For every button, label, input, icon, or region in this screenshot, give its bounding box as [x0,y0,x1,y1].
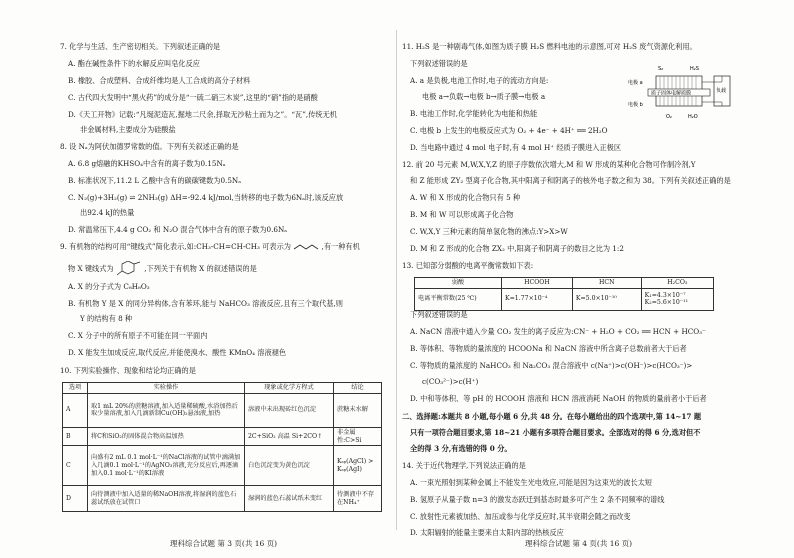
h2o-label: H₂O [688,114,698,120]
q9-option-b-cont: Y 的结构有 8 种 [80,314,133,323]
fuel-cell-diagram [626,62,734,128]
table-header: HCN [572,278,641,289]
table-row [63,393,382,427]
table-row [415,288,714,310]
q13-option-a: A. NaCN 溶液中通入少量 CO₂ 发生的离子反应为:CN⁻ + H₂O + CO₂ ══ HCN + HCO₃⁻ [410,327,706,336]
table-row [63,427,382,446]
q9-stem-line1 [60,242,360,251]
q12-stem: 12. 前 20 号元素 M,W,X,Y,Z 的原子序数依次增大,M 和 W 形成的某种化合物可作制冷剂,Y [402,160,696,169]
q14-option-b: B. 氢原子从量子数 n=3 的激发态跃迁到基态时最多可产生 2 条不同频率的谱线 [410,495,665,504]
table-cell: 非金属性:C>Si [334,427,382,446]
table-cell: 将C和SiO₂的固体混合物高温加热 [88,427,245,446]
q10-stem: 10. 下列实验操作、现象和结论均正确的是 [60,366,196,375]
q7-option-d-cont: 非金属材料,主要成分为硅酸盐 [80,125,176,134]
s2-label: S₂ [658,66,664,72]
q7-option-c: C. 古代四大发明中“黑火药”的成分是“一硫二硝三木炭”,这里的“硝”指的是硝酸 [68,93,318,102]
q11-option-b: B. 电池工作时,化学能转化为电能和热能 [410,109,538,118]
table-cell: Kₛₚ(AgCl) > Kₛₚ(AgI) [334,446,382,486]
q9-stem-text1b: ,有一种有机 [321,242,360,251]
q8-option-b: B. 标准状况下,11.2 L 乙酸中含有的碳碳键数为0.5Nₐ [68,176,241,185]
o2-label: O₂ [666,114,672,120]
table-header: 实验操作 [88,383,245,394]
table-cell: 取1 mL 20%的蔗糖溶液,加入适量稀硫酸,水浴加热后取少量溶液,加入几滴新制Cu(OH)₂悬浊液,加热 [88,393,245,427]
q9-option-d: D. X 能发生加成反应,取代反应,并能使溴水、酸性 KMnO₄ 溶液褪色 [68,348,287,357]
section-2-heading-cont2: 全的得 3 分,有选错的得 0 分。 [410,444,512,453]
q7-stem: 7. 化学与生活、生产密切相关。下列叙述正确的是 [60,42,221,51]
k2-value: K₂=5.6×10⁻¹¹ [644,299,689,307]
q8-option-c-cont: 出92.4 kJ的热量 [80,208,135,217]
q10-table [62,382,382,512]
q11-option-d: D. 当电路中通过 4 mol 电子时,有 4 mol H⁺ 经质子膜进入正极区 [410,143,622,152]
table-header: HCOOH [502,278,573,289]
q9-option-c: C. X 分子中的所有原子不可能在同一平面内 [68,331,208,340]
q7-option-a: A. 酯在碱性条件下的水解反应叫皂化反应 [68,59,200,68]
q11-option-c: C. 电极 b 上发生的电极反应式为 O₂ + 4e⁻ + 4H⁺ ══ 2H₂O [410,126,608,135]
table-cell [641,288,713,310]
q13-option-b: B. 等体积、等物质的量浓度的 HCOONa 和 NaCN 溶液中所含离子总数前者大于后者 [410,344,687,353]
q11-option-a-cont: 电极 a→负载→电极 b→质子膜→电极 a [422,92,546,101]
q7-option-b: B. 橡胶、合成塑料、合成纤维均是人工合成的高分子材料 [68,76,251,85]
table-header: H₂CO₃ [641,278,713,289]
section-2-heading-cont: 只有一项符合题目要求,第 18~21 小题有多项符合题目要求。全部选对的得 6 分,选对但不 [410,428,701,437]
q13-option-c-cont: c(CO₃²⁻)>c(H⁺) [422,377,479,386]
q12-option-b: B. M 和 W 可以形成离子化合物 [410,210,514,219]
q9-stem-text1: 9. 有机物的结构可用“键线式”简化表示,如:CH₃-CH=CH-CH₃ 可表示为 [60,242,291,251]
table-cell: 溶液中未出现砖红色沉淀 [245,393,334,427]
table-cell: 电离平衡常数(25 ℃) [415,288,502,310]
electrode-b-label: 电极 b [628,102,643,108]
table-header: 现象或化学方程式 [245,383,334,394]
q8-option-c: C. N₂(g)+3H₂(g) ⇌ 2NH₃(g) ΔH=-92.4 kJ/mol,当转移的电子数为6Nₐ时,该反应放 [68,193,344,202]
table-cell: 湿润的蓝色石蕊试纸未变红 [245,486,334,512]
q12-option-a: A. W 和 X 形成的化合物只有 5 种 [410,193,521,202]
table-cell: 向待测液中加入适量的稀NaOH溶液,将湿润的蓝色石蕊试纸放在试管口 [88,486,245,512]
table-header: 弱酸 [415,278,502,289]
q9-option-b: B. 有机物 Y 是 X 的同分异构体,含有苯环,能与 NaHCO₃ 溶液反应,且有三个取代基,则 [68,299,343,308]
page-footer-left: 理科综合试题 第 3 页(共 16 页) [170,539,278,548]
q14-option-c: C. 放射性元素被加热、加压或参与化学反应时,其半衰期会随之而改变 [410,512,631,521]
membrane-label: 质子固体电解质膜 [651,90,692,97]
table-row [63,486,382,512]
q7-option-d: D.《天工开物》记载:“凡埏泥造瓦,掘地二尺余,择取无沙粘土而为之”。“瓦”,传统无机 [68,110,337,119]
table-cell: B [63,427,88,446]
table-cell: C [63,446,88,486]
table-header-row [415,278,714,289]
q8-option-d: D. 常温常压下,4.4 g CO₂ 和 N₂O 混合气体中含有的原子数为0.6Nₐ [68,225,288,234]
q12-option-c: C. W,X,Y 三种元素的简单氢化物的沸点:Y>X>W [410,227,568,236]
q13-table [414,277,714,311]
k1-value: K₁=4.3×10⁻⁷ [644,291,686,299]
table-cell: D [63,486,88,512]
q13-option-d: D. 中和等体积、等 pH 的 HCOOH 溶液和 HCN 溶液消耗 NaOH 的物质的量前者小于后者 [410,394,707,403]
table-cell: 待测液中不存在NH₄⁺ [334,486,382,512]
q8-option-a: A. 6.8 g熔融的KHSO₄中含有的离子数为0.15Nₐ [68,159,226,168]
q12-option-d: D. M 和 Z 形成的化合物 ZX₂ 中,阳离子和阴离子的数目之比为 1:2 [410,244,624,253]
h2s-label: H₂S [690,66,699,72]
q13-option-c: C. 等物质的量浓度的 NaHCO₃ 和 Na₂CO₃ 混合溶液中 c(Na⁺)>c(OH⁻)>c(HCO₃⁻)> [410,361,693,370]
compound-x-structure-icon [116,261,142,277]
q12-stem-cont: 和 Z 能形成 ZY₂ 型离子化合物,其中阳离子和阴离子的核外电子数之和为 38。下列有关叙述正确的是 [410,176,731,185]
page-footer-right: 理科综合试题 第 4 页(共 16 页) [525,539,633,548]
q9-stem-text2a: 物 X 键线式为 [68,264,114,273]
table-cell: K=5.0×10⁻¹⁰ [572,288,641,310]
table-cell: 向盛有2 mL 0.1 mol·L⁻¹的NaCl溶液的试管中滴满加入几滴0.1 mol·L⁻¹的AgNO₃溶液,充分反应后,再逐滴加入0.1 mol·L⁻¹的KI溶液 [88,446,245,486]
table-header: 结论 [334,383,382,394]
table-cell: 蔗糖未水解 [334,393,382,427]
q13-stem2: 下列叙述错误的是 [410,310,468,319]
q9-stem-line2 [68,261,257,277]
q14-option-d: D. 太阳辐射的能量主要来自太阳内部的热核反应 [410,528,564,537]
q14-option-a: A. 一束光照射到某种金属上不能发生光电效应,可能是因为这束光的波长太短 [410,478,653,487]
q9-stem-text2b: ,下列关于有机物 X 的叙述错误的是 [144,264,257,273]
load-label: 负载 [716,88,727,94]
column-divider [396,30,397,530]
table-cell: K=1.77×10⁻⁴ [502,288,573,310]
q11-option-a: A. a 是负极,电池工作时,电子的流动方向是: [410,76,549,85]
table-header-row [63,383,382,394]
table-cell: 白色沉淀变为黄色沉淀 [245,446,334,486]
table-cell: 2C+SiO₂ 高温 Si+2CO↑ [245,427,334,446]
q13-stem: 13. 已知部分弱酸的电离平衡常数如下表: [402,261,534,270]
q9-option-a: A. X 的分子式为 C₈H₈O₃ [68,282,150,291]
q8-stem: 8. 设 Nₐ为阿伏加德罗常数的值。下列有关叙述正确的是 [60,142,239,151]
table-row [63,446,382,486]
q11-stem: 11. H₂S 是一种剧毒气体,如图为质子膜 H₂S 燃料电池的示意图,可对 H₂S 废气资源化利用。 [402,42,697,51]
butene-skeletal-icon [293,243,319,251]
q14-stem: 14. 关于近代物理学,下列说法正确的是 [402,461,526,470]
table-header: 选项 [63,383,88,394]
section-2-heading: 二、选择题:本题共 8 小题,每小题 6 分,共 48 分。在每小题给出的四个选项中,第 14~17 题 [402,412,702,421]
q11-stem2: 下列叙述错误的是 [410,59,468,68]
electrode-a-label: 电极 a [628,80,643,86]
table-cell: A [63,393,88,427]
